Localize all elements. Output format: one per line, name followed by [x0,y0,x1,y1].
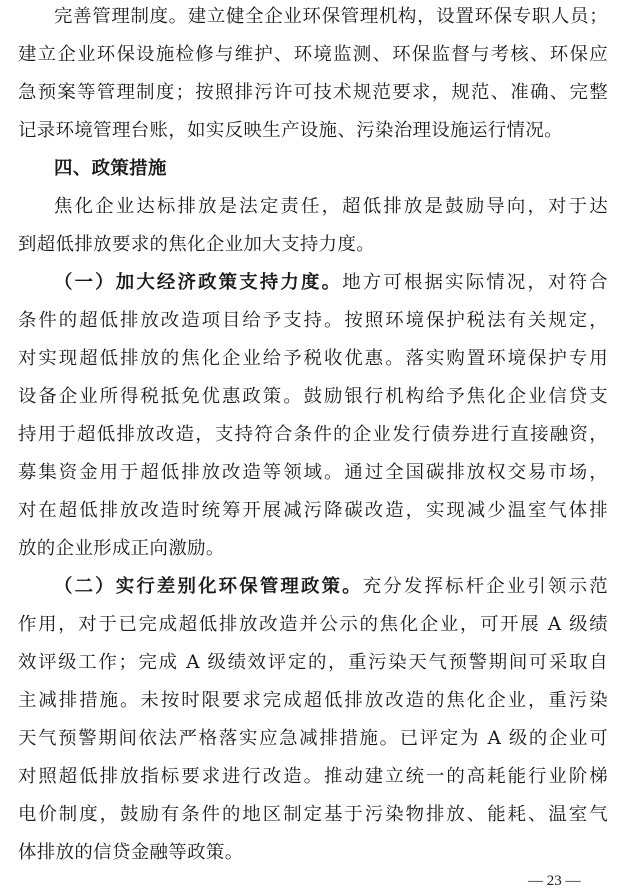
paragraph-line [18,348,608,370]
text-run: 电价制度，鼓励有条件的地区制定基于污染物排放、能耗、温室气 [18,804,608,825]
bold-text-run: （二）实行差别化环保管理政策。 [54,576,363,597]
paragraph-line [18,804,608,826]
text-run: 急预案等管理制度；按照排污许可技术规范要求，规范、准确、完整 [18,82,608,103]
text-run: 充分发挥标杆企业引领示范 [362,576,608,597]
subsection-line [54,576,608,598]
paragraph-line [18,728,608,750]
page-number: — 23 — [528,873,581,889]
paragraph-line [18,386,608,408]
text-run: 到超低排放要求的焦化企业加大支持力度。 [18,234,376,255]
paragraph-line [18,766,608,788]
paragraph-line [18,652,608,674]
text-run: 焦化企业达标排放是法定责任，超低排放是鼓励导向，对于达 [54,196,608,217]
text-run: 对实现超低排放的焦化企业给予税收优惠。落实购置环境保护专用 [18,348,608,369]
text-run: 设备企业所得税抵免优惠政策。鼓励银行机构给予焦化企业信贷支 [18,386,608,407]
text-run: 对在超低排放改造时统筹开展减污降碳改造，实现减少温室气体排 [18,500,608,521]
section-heading [54,158,622,180]
paragraph-line [18,310,608,332]
bold-text-run: （一）加大经济政策支持力度。 [54,272,343,293]
text-run: 记录环境管理台账，如实反映生产设施、污染治理设施运行情况。 [18,120,563,141]
bold-text-run: 四、政策措施 [54,158,167,179]
paragraph-line [18,462,608,484]
paragraph-line [54,196,608,218]
text-run: 建立企业环保设施检修与维护、环境监测、环保监督与考核、环保应 [18,44,608,65]
paragraph-line [18,690,608,712]
paragraph-line [18,842,608,864]
text-run: 作用，对于已完成超低排放改造并公示的焦化企业，可开展 A 级绩 [18,614,608,635]
paragraph-line [18,614,608,636]
text-run: 天气预警期间依法严格落实应急减排措施。已评定为 A 级的企业可 [18,728,608,749]
paragraph-line [18,424,608,446]
paragraph-line [18,500,608,522]
paragraph-line [54,6,608,28]
text-run: 体排放的信贷金融等政策。 [18,842,244,863]
text-run: 效评级工作；完成 A 级绩效评定的，重污染天气预警期间可采取自 [18,652,608,673]
text-run: 完善管理制度。建立健全企业环保管理机构，设置环保专职人员； [54,6,608,27]
paragraph-line [18,82,608,104]
text-run: 持用于超低排放改造，支持符合条件的企业发行债券进行直接融资， [18,424,608,445]
text-run: 地方可根据实际情况，对符合 [342,272,608,293]
text-run: 主减排措施。未按时限要求完成超低排放改造的焦化企业，重污染 [18,690,608,711]
paragraph-line [18,120,608,142]
text-run: 放的企业形成正向激励。 [18,538,225,559]
subsection-line [54,272,608,294]
text-run: 对照超低排放指标要求进行改造。推动建立统一的高耗能行业阶梯 [18,766,608,787]
paragraph-line [18,234,608,256]
text-run: 募集资金用于超低排放改造等领域。通过全国碳排放权交易市场， [18,462,608,483]
paragraph-line [18,44,608,66]
text-run: 条件的超低排放改造项目给予支持。按照环境保护税法有关规定， [18,310,608,331]
paragraph-line [18,538,608,560]
